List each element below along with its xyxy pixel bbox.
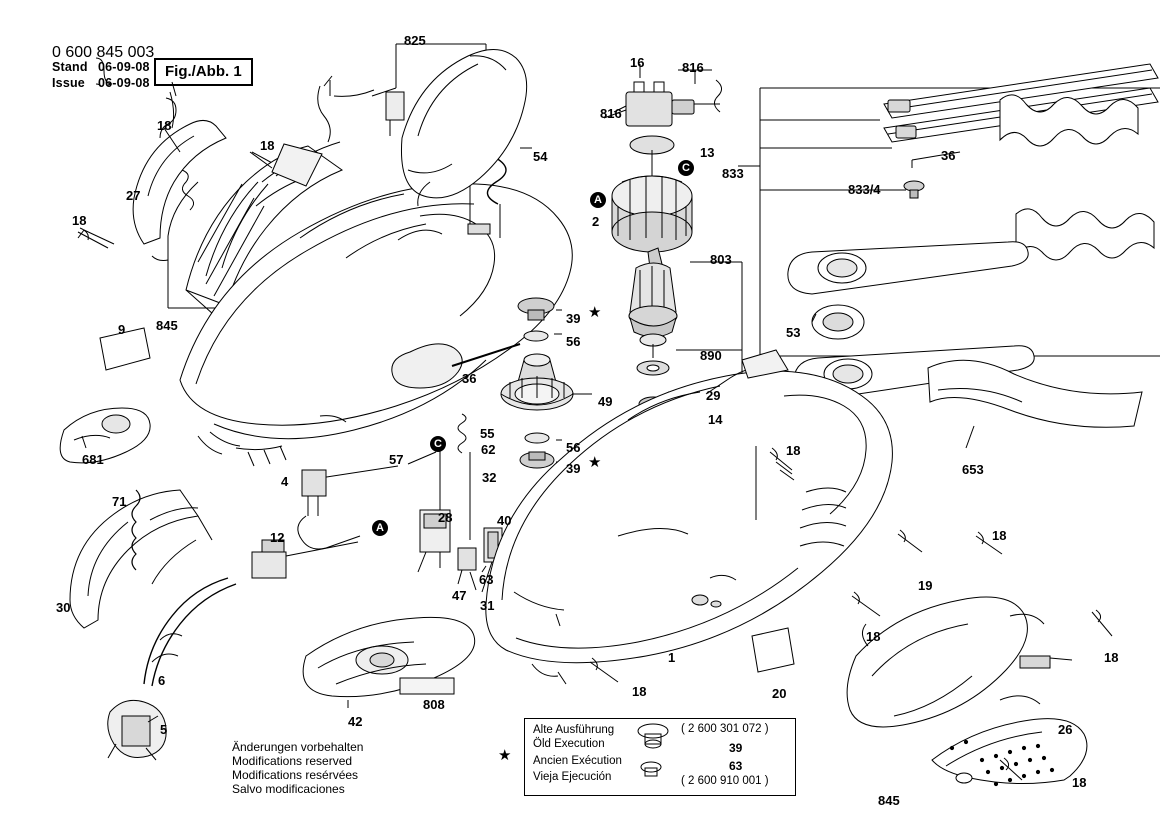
callout-40: 40 bbox=[497, 513, 512, 528]
callout-29: 29 bbox=[706, 388, 721, 403]
callout-6: 6 bbox=[158, 673, 166, 688]
legend-box bbox=[524, 718, 796, 796]
footer-note-2: Modifications resérvées bbox=[232, 768, 359, 782]
callout-54: 54 bbox=[533, 149, 548, 164]
issue-date: 06-09-08 bbox=[98, 76, 150, 90]
callout-badge-a: A bbox=[372, 520, 388, 536]
callout-71: 71 bbox=[112, 494, 127, 509]
legend-star: ★ bbox=[498, 747, 512, 764]
callout-18: 18 bbox=[866, 629, 881, 644]
callout-18: 18 bbox=[157, 118, 172, 133]
callout-18: 18 bbox=[632, 684, 647, 699]
legend-code-2: 63 bbox=[729, 759, 743, 773]
callout-825: 825 bbox=[404, 33, 426, 48]
callout-890: 890 bbox=[700, 348, 722, 363]
callout-833-4: 833/4 bbox=[848, 182, 881, 197]
legend-row-2-text: Ancien Exécution bbox=[533, 755, 622, 767]
callout-19: 19 bbox=[918, 578, 933, 593]
footer-note-3: Salvo modificaciones bbox=[232, 782, 345, 796]
callout-18: 18 bbox=[1104, 650, 1119, 665]
callout-816: 816 bbox=[600, 106, 622, 121]
callout-808: 808 bbox=[423, 697, 445, 712]
star-marker-39-bottom: ★ bbox=[588, 454, 602, 471]
callout-18: 18 bbox=[786, 443, 801, 458]
callout-18: 18 bbox=[1072, 775, 1087, 790]
callout-42: 42 bbox=[348, 714, 363, 729]
legend-row-3-text: Vieja Ejecución bbox=[533, 771, 612, 783]
callout-816: 816 bbox=[682, 60, 704, 75]
callout-32: 32 bbox=[482, 470, 497, 485]
footer-note-0: Änderungen vorbehalten bbox=[232, 740, 364, 754]
callout-39: 39 bbox=[566, 311, 581, 326]
legend-code-0: ( 2 600 301 072 ) bbox=[681, 723, 769, 735]
callout-31: 31 bbox=[480, 598, 495, 613]
legend-row-1-text: Öld Execution bbox=[533, 738, 605, 750]
callout-1: 1 bbox=[668, 650, 676, 665]
callout-39: 39 bbox=[566, 461, 581, 476]
callout-55: 55 bbox=[480, 426, 495, 441]
callout-845: 845 bbox=[878, 793, 900, 808]
callout-4: 4 bbox=[281, 474, 289, 489]
callout-57: 57 bbox=[389, 452, 404, 467]
callout-18: 18 bbox=[260, 138, 275, 153]
footer-note-1: Modifications reserved bbox=[232, 754, 353, 768]
legend-code-1: 39 bbox=[729, 741, 743, 755]
callout-12: 12 bbox=[270, 530, 285, 545]
callout-53: 53 bbox=[786, 325, 801, 340]
callout-63: 63 bbox=[479, 572, 494, 587]
figure-box: Fig./Abb. 1 bbox=[154, 58, 253, 86]
callout-803: 803 bbox=[710, 252, 732, 267]
legend-row-0-text: Alte Ausführung bbox=[533, 724, 615, 736]
callout-16: 16 bbox=[630, 55, 645, 70]
callout-20: 20 bbox=[772, 686, 787, 701]
stand-label: Stand bbox=[52, 60, 88, 74]
legend-part-63-icon bbox=[637, 761, 667, 785]
callout-9: 9 bbox=[118, 322, 126, 337]
part-number: 0 600 845 003 bbox=[52, 44, 155, 61]
callout-2: 2 bbox=[592, 214, 600, 229]
callout-badge-a: A bbox=[590, 192, 606, 208]
callout-badge-c: C bbox=[678, 160, 694, 176]
callout-18: 18 bbox=[72, 213, 87, 228]
callout-18: 18 bbox=[992, 528, 1007, 543]
callout-30: 30 bbox=[56, 600, 71, 615]
callout-badge-c: C bbox=[430, 436, 446, 452]
callout-47: 47 bbox=[452, 588, 467, 603]
star-marker-39-top: ★ bbox=[588, 304, 602, 321]
callout-62: 62 bbox=[481, 442, 496, 457]
legend-code-3: ( 2 600 910 001 ) bbox=[681, 775, 769, 787]
callout-681: 681 bbox=[82, 452, 104, 467]
callout-36: 36 bbox=[941, 148, 956, 163]
callout-56: 56 bbox=[566, 440, 581, 455]
legend-part-39-icon bbox=[633, 723, 673, 757]
callout-27: 27 bbox=[126, 188, 141, 203]
callout-5: 5 bbox=[160, 722, 168, 737]
callout-26: 26 bbox=[1058, 722, 1073, 737]
callout-833: 833 bbox=[722, 166, 744, 181]
callout-49: 49 bbox=[598, 394, 613, 409]
callout-14: 14 bbox=[708, 412, 723, 427]
callout-36: 36 bbox=[462, 371, 477, 386]
callout-13: 13 bbox=[700, 145, 715, 160]
callout-56: 56 bbox=[566, 334, 581, 349]
callout-28: 28 bbox=[438, 510, 453, 525]
stand-date: 06-09-08 bbox=[98, 60, 150, 74]
issue-label: Issue bbox=[52, 76, 85, 90]
callout-653: 653 bbox=[962, 462, 984, 477]
callout-845: 845 bbox=[156, 318, 178, 333]
